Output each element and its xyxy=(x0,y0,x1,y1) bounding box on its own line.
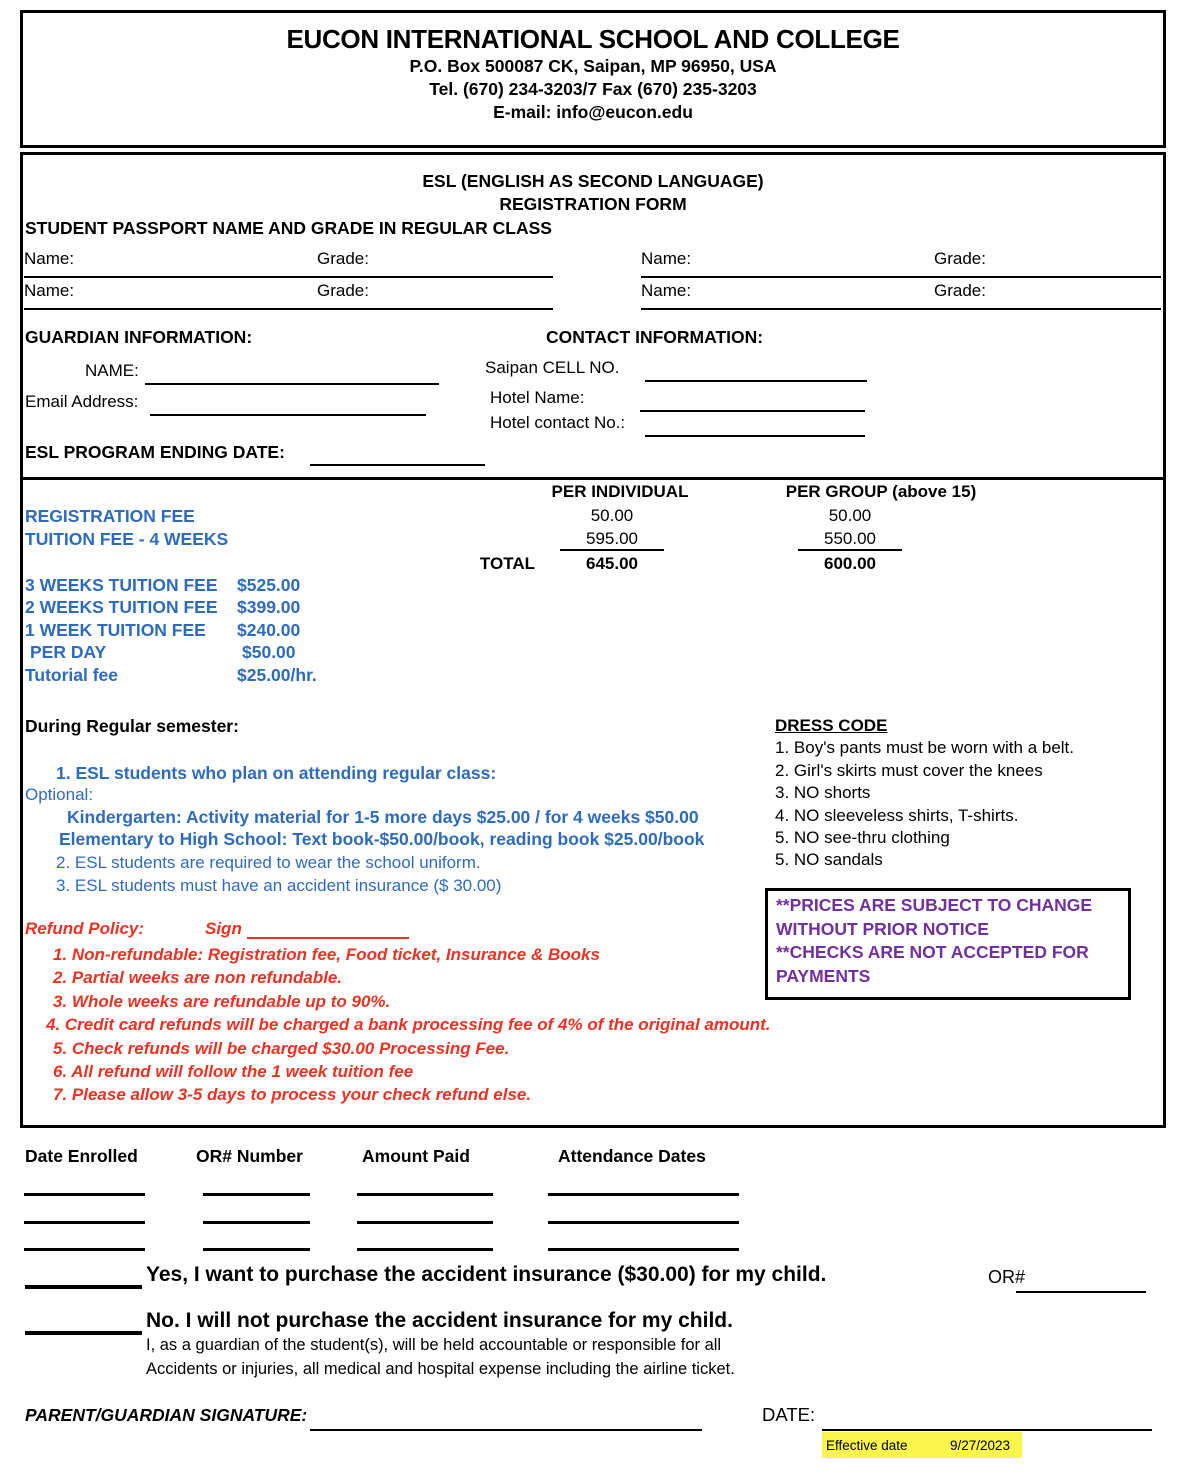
optional-label: Optional: xyxy=(25,785,94,804)
contact-section-title: CONTACT INFORMATION: xyxy=(546,327,764,347)
tuition-fee-group: 550.00 xyxy=(750,529,950,551)
student-grade-field[interactable] xyxy=(993,249,1159,276)
student-name-field[interactable] xyxy=(701,281,931,308)
student-grade-field[interactable] xyxy=(993,281,1159,308)
fee-col-group-header: PER GROUP (above 15) xyxy=(785,482,977,501)
school-email: E-mail: info@eucon.edu xyxy=(493,102,693,122)
enrollment-blank-line[interactable] xyxy=(357,1248,493,1251)
dress-code-item: 2. Girl's skirts must cover the knees xyxy=(775,760,1043,780)
refund-policy-item: 2. Partial weeks are non refundable. xyxy=(53,968,343,988)
column-header-amount-paid: Amount Paid xyxy=(362,1146,470,1166)
registration-fee-individual: 50.00 xyxy=(590,506,634,525)
fee-line-1-week: 1 WEEK TUITION FEE $240.00 xyxy=(25,619,301,640)
student-name-grade-row xyxy=(641,249,1161,278)
column-header-date-enrolled: Date Enrolled xyxy=(25,1146,138,1166)
other-fees-list xyxy=(25,575,317,687)
enrollment-blank-line[interactable] xyxy=(24,1221,145,1224)
price-notice-line2: **CHECKS ARE NOT ACCEPTED FOR PAYMENTS xyxy=(776,942,1089,986)
enrollment-blank-line[interactable] xyxy=(203,1193,310,1196)
student-name-field[interactable] xyxy=(701,249,931,276)
regular-semester-item3: 3. ESL students must have an accident insurance ($ 30.00) xyxy=(56,876,502,895)
dress-code-title: DRESS CODE xyxy=(775,716,888,735)
tuition-fee-label: TUITION FEE - 4 WEEKS xyxy=(25,529,229,549)
total-group: 600.00 xyxy=(824,554,876,573)
enrollment-blank-line[interactable] xyxy=(203,1221,310,1224)
school-name: EUCON INTERNATIONAL SCHOOL AND COLLEGE xyxy=(286,24,900,54)
dress-code-item: 3. NO shorts xyxy=(775,783,871,803)
grade-label: Grade: xyxy=(317,249,369,268)
refund-sign-field[interactable] xyxy=(247,919,409,939)
kindergarten-note: Kindergarten: Activity material for 1-5 more days $25.00 / for 4 weeks $50.00 xyxy=(67,807,699,827)
cell-number-field[interactable] xyxy=(645,358,867,382)
insurance-yes-blank[interactable] xyxy=(25,1285,142,1289)
insurance-yes-text: Yes, I want to purchase the accident insurance ($30.00) for my child. xyxy=(146,1263,827,1286)
enrollment-blank-line[interactable] xyxy=(24,1248,145,1251)
hotel-name-label: Hotel Name: xyxy=(490,388,585,407)
name-label: Name: xyxy=(641,281,692,300)
date-field[interactable] xyxy=(822,1429,1152,1431)
dress-code-section xyxy=(775,716,1155,873)
effective-date-value: 9/27/2023 xyxy=(949,1437,1010,1453)
dress-code-item: 5. NO sandals xyxy=(775,850,883,870)
enrollment-blank-line[interactable] xyxy=(548,1193,739,1196)
hotel-contact-field[interactable] xyxy=(645,413,865,437)
registration-fee-label: REGISTRATION FEE xyxy=(25,506,195,526)
fee-line-3-weeks: 3 WEEKS TUITION FEE $525.00 xyxy=(25,575,301,595)
price-notice-line1: **PRICES ARE SUBJECT TO CHANGE WITHOUT PRIOR NOTICE xyxy=(776,895,1093,939)
grade-label: Grade: xyxy=(934,249,986,268)
registration-fee-group: 50.00 xyxy=(828,506,872,525)
enrollment-blank-line[interactable] xyxy=(548,1248,739,1251)
regular-semester-item1: 1. ESL students who plan on attending regular class: xyxy=(56,763,497,783)
hotel-name-field[interactable] xyxy=(640,388,865,412)
effective-date-highlight xyxy=(822,1432,1022,1458)
tuition-fee-individual: 595.00 xyxy=(512,529,712,551)
column-header-or-number: OR# Number xyxy=(196,1146,303,1166)
fee-line-tutorial: Tutorial fee $25.00/hr. xyxy=(25,664,317,685)
guardian-name-field[interactable] xyxy=(145,361,439,385)
form-title-line2: REGISTRATION FORM xyxy=(499,194,687,214)
name-label: Name: xyxy=(24,281,75,300)
sign-label: Sign xyxy=(205,919,242,938)
name-label: Name: xyxy=(641,249,692,268)
section-divider xyxy=(23,477,1163,480)
refund-policy-item: 7. Please allow 3-5 days to process your check refund else. xyxy=(53,1085,532,1105)
refund-policy-item: 5. Check refunds will be charged $30.00 Processing Fee. xyxy=(53,1038,510,1058)
student-grade-field[interactable] xyxy=(376,281,551,308)
or-number-field[interactable] xyxy=(1016,1291,1146,1293)
fee-col-individual-header: PER INDIVIDUAL xyxy=(551,482,689,501)
grade-label: Grade: xyxy=(934,281,986,300)
enrollment-blank-line[interactable] xyxy=(357,1221,493,1224)
price-notice-box xyxy=(765,888,1131,1000)
school-header xyxy=(20,10,1166,148)
enrollment-blank-line[interactable] xyxy=(203,1248,310,1251)
enrollment-blank-line[interactable] xyxy=(24,1193,145,1196)
guardian-section-title: GUARDIAN INFORMATION: xyxy=(25,327,253,347)
student-section-title: STUDENT PASSPORT NAME AND GRADE IN REGULAR CLASS xyxy=(25,218,552,238)
refund-policy-title: Refund Policy: xyxy=(25,919,145,938)
insurance-no-text: No. I will not purchase the accident insurance for my child. xyxy=(146,1309,733,1332)
refund-policy-item: 4. Credit card refunds will be charged a bank processing fee of 4% of the original amount. xyxy=(46,1015,771,1035)
school-address: P.O. Box 500087 CK, Saipan, MP 96950, USA xyxy=(409,56,777,76)
regular-semester-item2: 2. ESL students are required to wear the school uniform. xyxy=(56,853,481,872)
refund-policy-list xyxy=(46,943,771,1107)
effective-date-label: Effective date xyxy=(826,1437,908,1453)
student-name-grade-row xyxy=(641,281,1161,310)
insurance-disclaimer-line1: I, as a guardian of the student(s), will be held accountable or responsible for all xyxy=(146,1336,722,1354)
column-header-attendance-dates: Attendance Dates xyxy=(558,1146,706,1166)
email-label: Email Address: xyxy=(25,392,139,411)
fee-line-per-day: PER DAY $50.00 xyxy=(30,642,296,663)
guardian-name-label: NAME: xyxy=(85,361,139,380)
grade-label: Grade: xyxy=(317,281,369,300)
form-title-line1: ESL (ENGLISH AS SECOND LANGUAGE) xyxy=(422,171,764,191)
parent-signature-label: PARENT/GUARDIAN SIGNATURE: xyxy=(25,1405,308,1425)
insurance-disclaimer-line2: Accidents or injuries, all medical and hospital expense including the airline ticket. xyxy=(146,1360,735,1378)
program-ending-date-label: ESL PROGRAM ENDING DATE: xyxy=(25,442,285,462)
regular-semester-title: During Regular semester: xyxy=(25,716,239,736)
student-name-grade-row xyxy=(24,249,553,278)
school-phone-fax: Tel. (670) 234-3203/7 Fax (670) 235-3203 xyxy=(429,79,757,99)
refund-policy-item: 6. All refund will follow the 1 week tuition fee xyxy=(53,1062,414,1082)
total-individual: 645.00 xyxy=(586,554,638,573)
name-label: Name: xyxy=(24,249,75,268)
program-ending-date-field[interactable] xyxy=(310,440,485,466)
student-name-grade-row xyxy=(24,281,553,310)
student-name-field[interactable] xyxy=(84,249,314,276)
dress-code-item: 4. NO sleeveless shirts, T-shirts. xyxy=(775,805,1019,825)
elementary-note: Elementary to High School: Text book-$50.00/book, reading book $25.00/book xyxy=(59,829,705,849)
refund-policy-item: 1. Non-refundable: Registration fee, Food ticket, Insurance & Books xyxy=(53,945,600,964)
insurance-no-blank[interactable] xyxy=(25,1331,142,1335)
total-label: TOTAL xyxy=(479,554,535,573)
refund-sign-row xyxy=(205,919,409,939)
date-label: DATE: xyxy=(762,1404,816,1425)
dress-code-item: 5. NO see-thru clothing xyxy=(775,827,950,847)
enrollment-blank-line[interactable] xyxy=(548,1221,739,1224)
fee-line-2-weeks: 2 WEEKS TUITION FEE $399.00 xyxy=(25,597,301,618)
or-number-label: OR# xyxy=(988,1267,1026,1287)
dress-code-item: 1. Boy's pants must be worn with a belt. xyxy=(775,738,1075,758)
form-body xyxy=(20,152,1166,1128)
hotel-contact-label: Hotel contact No.: xyxy=(490,413,626,432)
email-field[interactable] xyxy=(150,392,426,416)
student-name-field[interactable] xyxy=(84,281,314,308)
enrollment-blank-line[interactable] xyxy=(357,1193,493,1196)
student-grade-field[interactable] xyxy=(376,249,551,276)
parent-signature-field[interactable] xyxy=(310,1429,702,1431)
refund-policy-item: 3. Whole weeks are refundable up to 90%. xyxy=(53,991,391,1011)
cell-number-label: Saipan CELL NO. xyxy=(485,358,620,377)
